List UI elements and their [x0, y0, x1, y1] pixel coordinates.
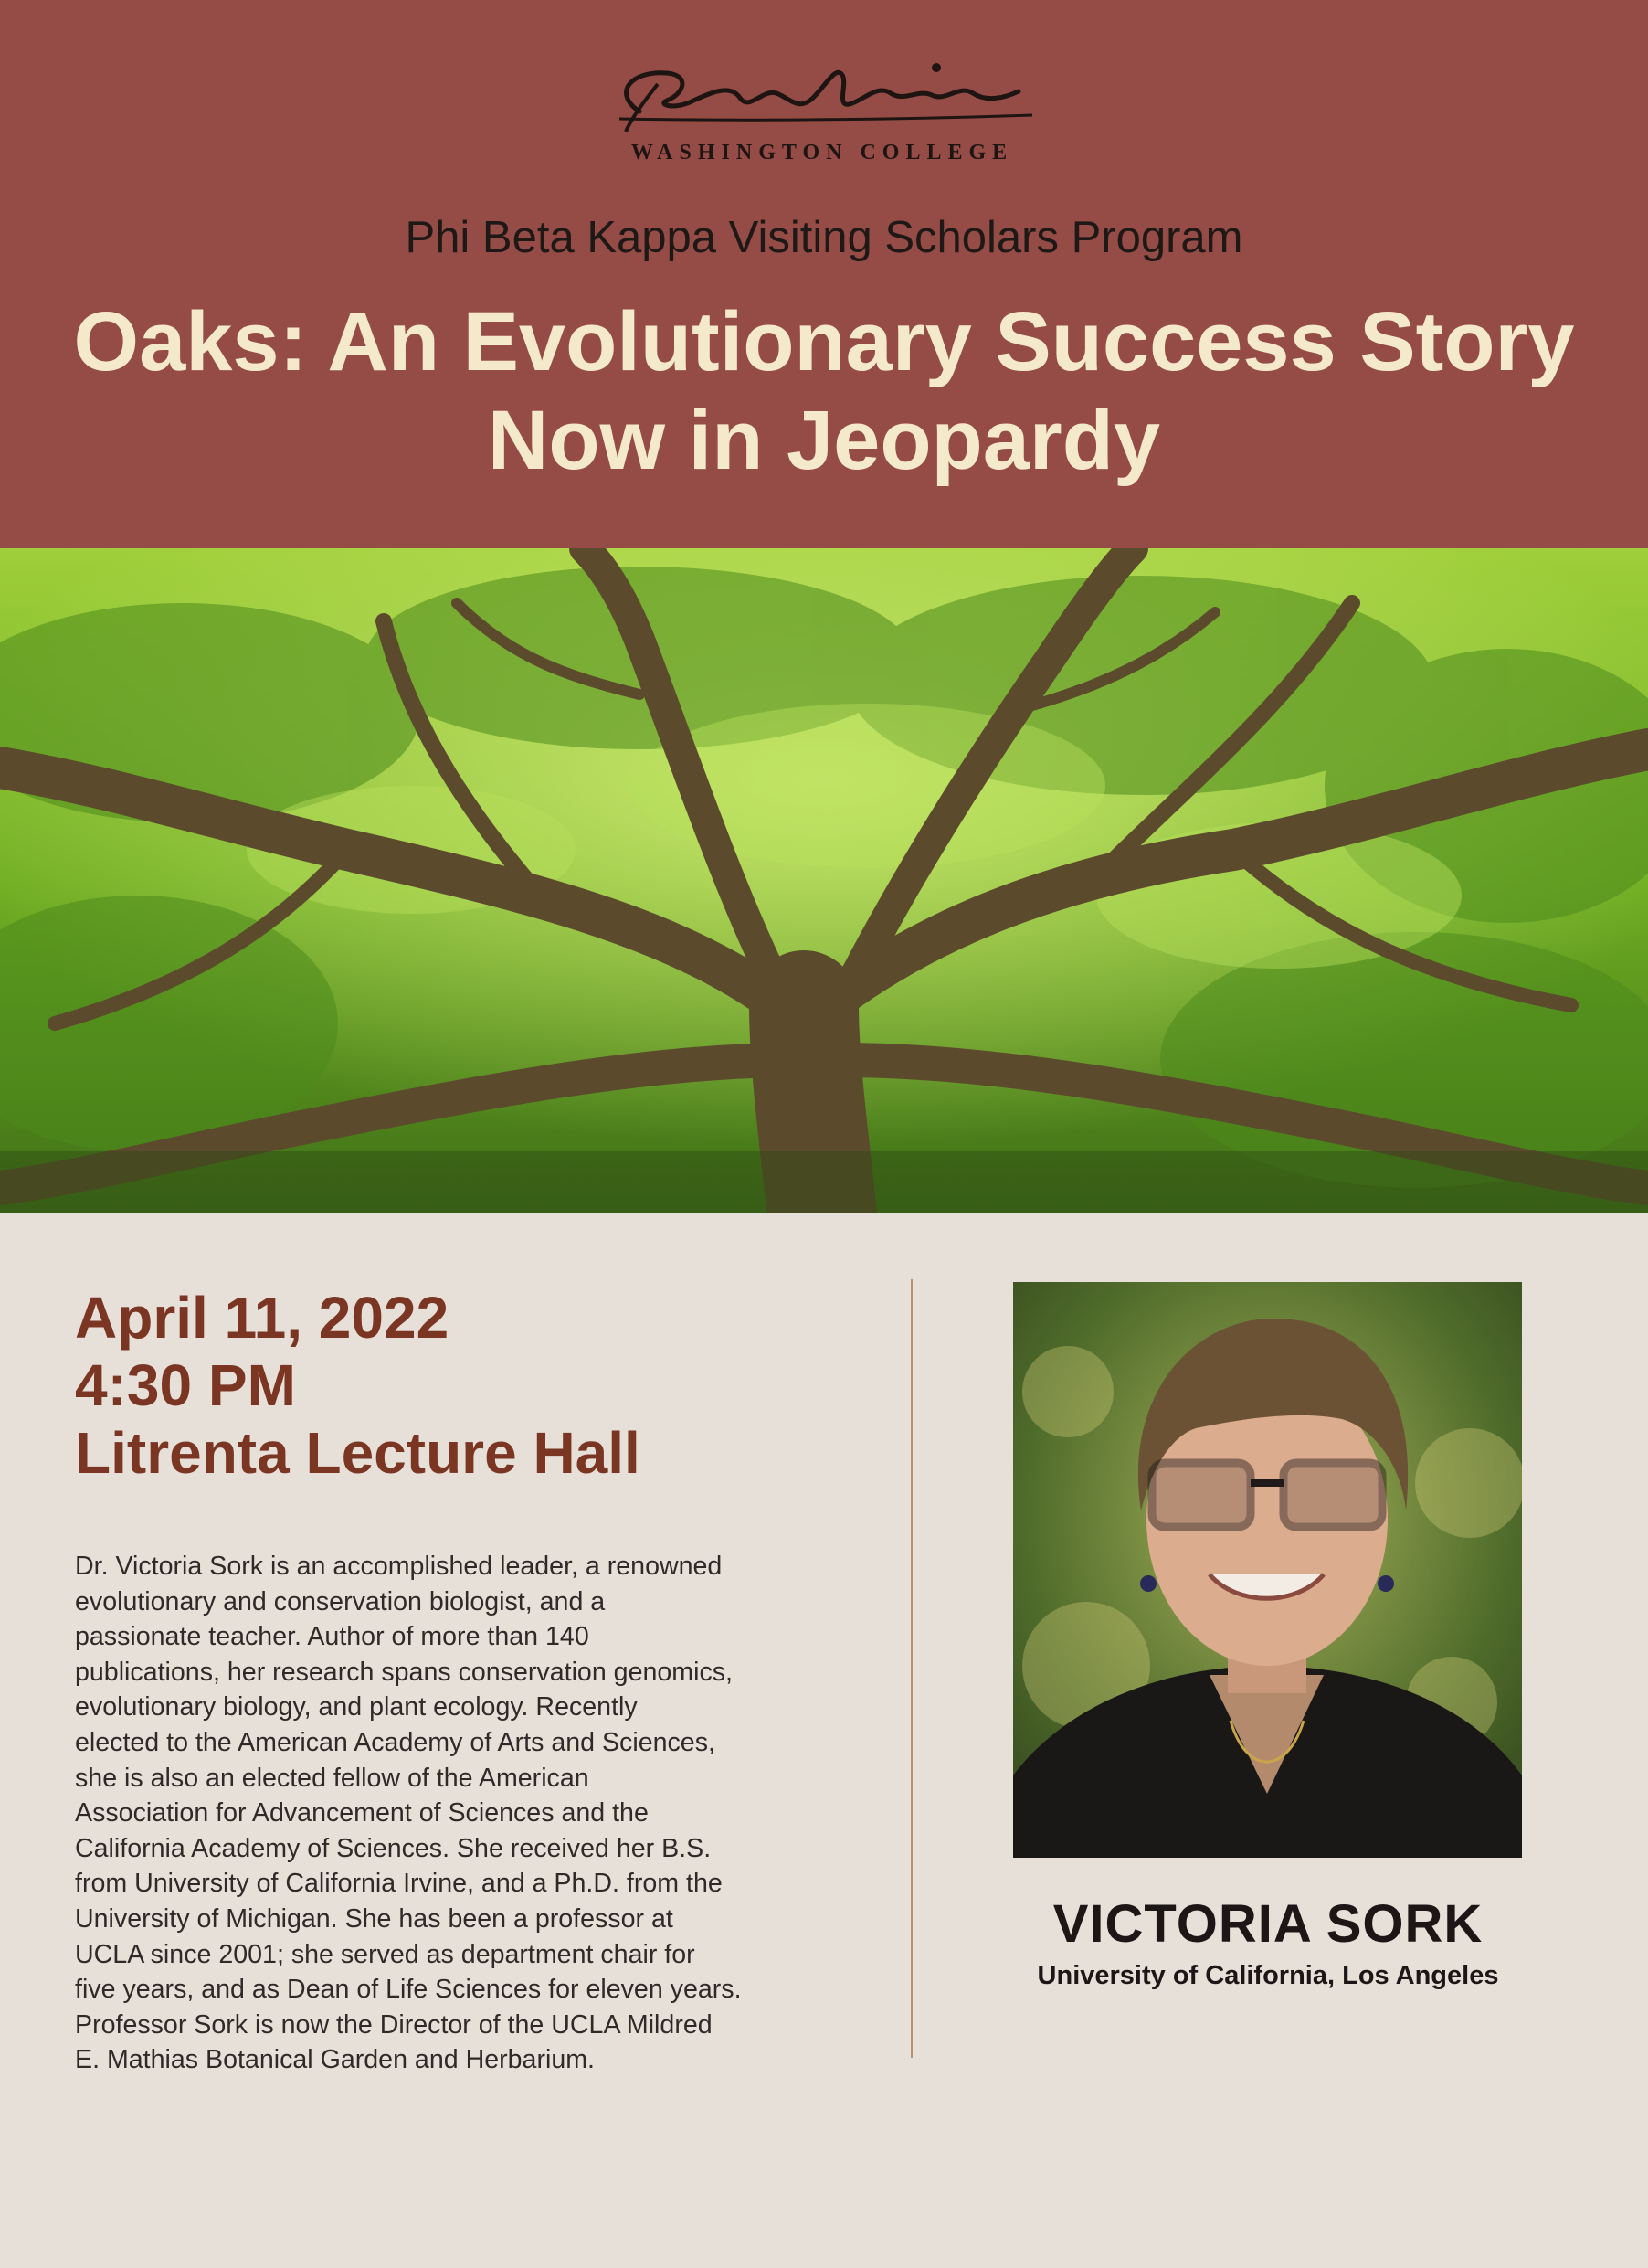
vertical-divider — [911, 1279, 913, 2058]
washington-college-logo — [603, 57, 1041, 175]
bio-line: publications, her research spans conservation genomics, — [75, 1657, 733, 1687]
event-time: 4:30 PM — [75, 1352, 296, 1418]
event-date: April 11, 2022 — [75, 1285, 449, 1351]
bio-line: evolutionary and conservation biologist, and a — [75, 1586, 606, 1616]
lecture-title — [0, 292, 1648, 490]
bio-line: from University of California Irvine, and a Ph.D. from the — [75, 1869, 723, 1899]
event-details — [75, 1284, 640, 1487]
bio-line: UCLA since 2001; she served as department chair for — [75, 1939, 695, 1969]
speaker-portrait — [1013, 1282, 1522, 1858]
title-line-2: Now in Jeopardy — [487, 394, 1161, 487]
signature-logo-icon — [603, 57, 1041, 141]
program-name: Phi Beta Kappa Visiting Scholars Program — [405, 213, 1243, 262]
bio-line: five years, and as Dean of Life Sciences for eleven years. — [75, 1975, 742, 2005]
oak-tree-photo — [0, 548, 1648, 1213]
speaker-bio — [75, 1549, 833, 2078]
bio-line: Dr. Victoria Sork is an accomplished leader, a renowned — [75, 1552, 723, 1581]
header-band — [0, 0, 1648, 548]
title-line-1: Oaks: An Evolutionary Success Story — [73, 295, 1575, 388]
speaker-name: VICTORIA SORK — [1052, 1894, 1484, 1954]
event-location: Litrenta Lecture Hall — [75, 1420, 640, 1486]
bio-line: she is also an elected fellow of the American — [75, 1763, 589, 1793]
oak-tree-image — [0, 548, 1648, 1213]
bio-line: passionate teacher. Author of more than 140 — [75, 1622, 589, 1652]
bio-line: California Academy of Sciences. She received her B.S. — [75, 1833, 712, 1863]
speaker-affiliation: University of California, Los Angeles — [1037, 1961, 1499, 1990]
speaker-photo — [1013, 1282, 1522, 1858]
bio-line: evolutionary biology, and plant ecology. Recently — [75, 1692, 638, 1722]
bio-line: Association for Advancement of Sciences and the — [75, 1798, 649, 1828]
logo-institution-name: WASHINGTON COLLEGE — [630, 141, 1014, 164]
bio-line: Professor Sork is now the Director of the UCLA Mildred — [75, 2009, 713, 2040]
bio-line: University of Michigan. She has been a professor at — [75, 1903, 673, 1934]
bio-line: E. Mathias Botanical Garden and Herbarium. — [75, 2045, 595, 2075]
bio-line: elected to the American Academy of Arts and Sciences, — [75, 1727, 715, 1757]
